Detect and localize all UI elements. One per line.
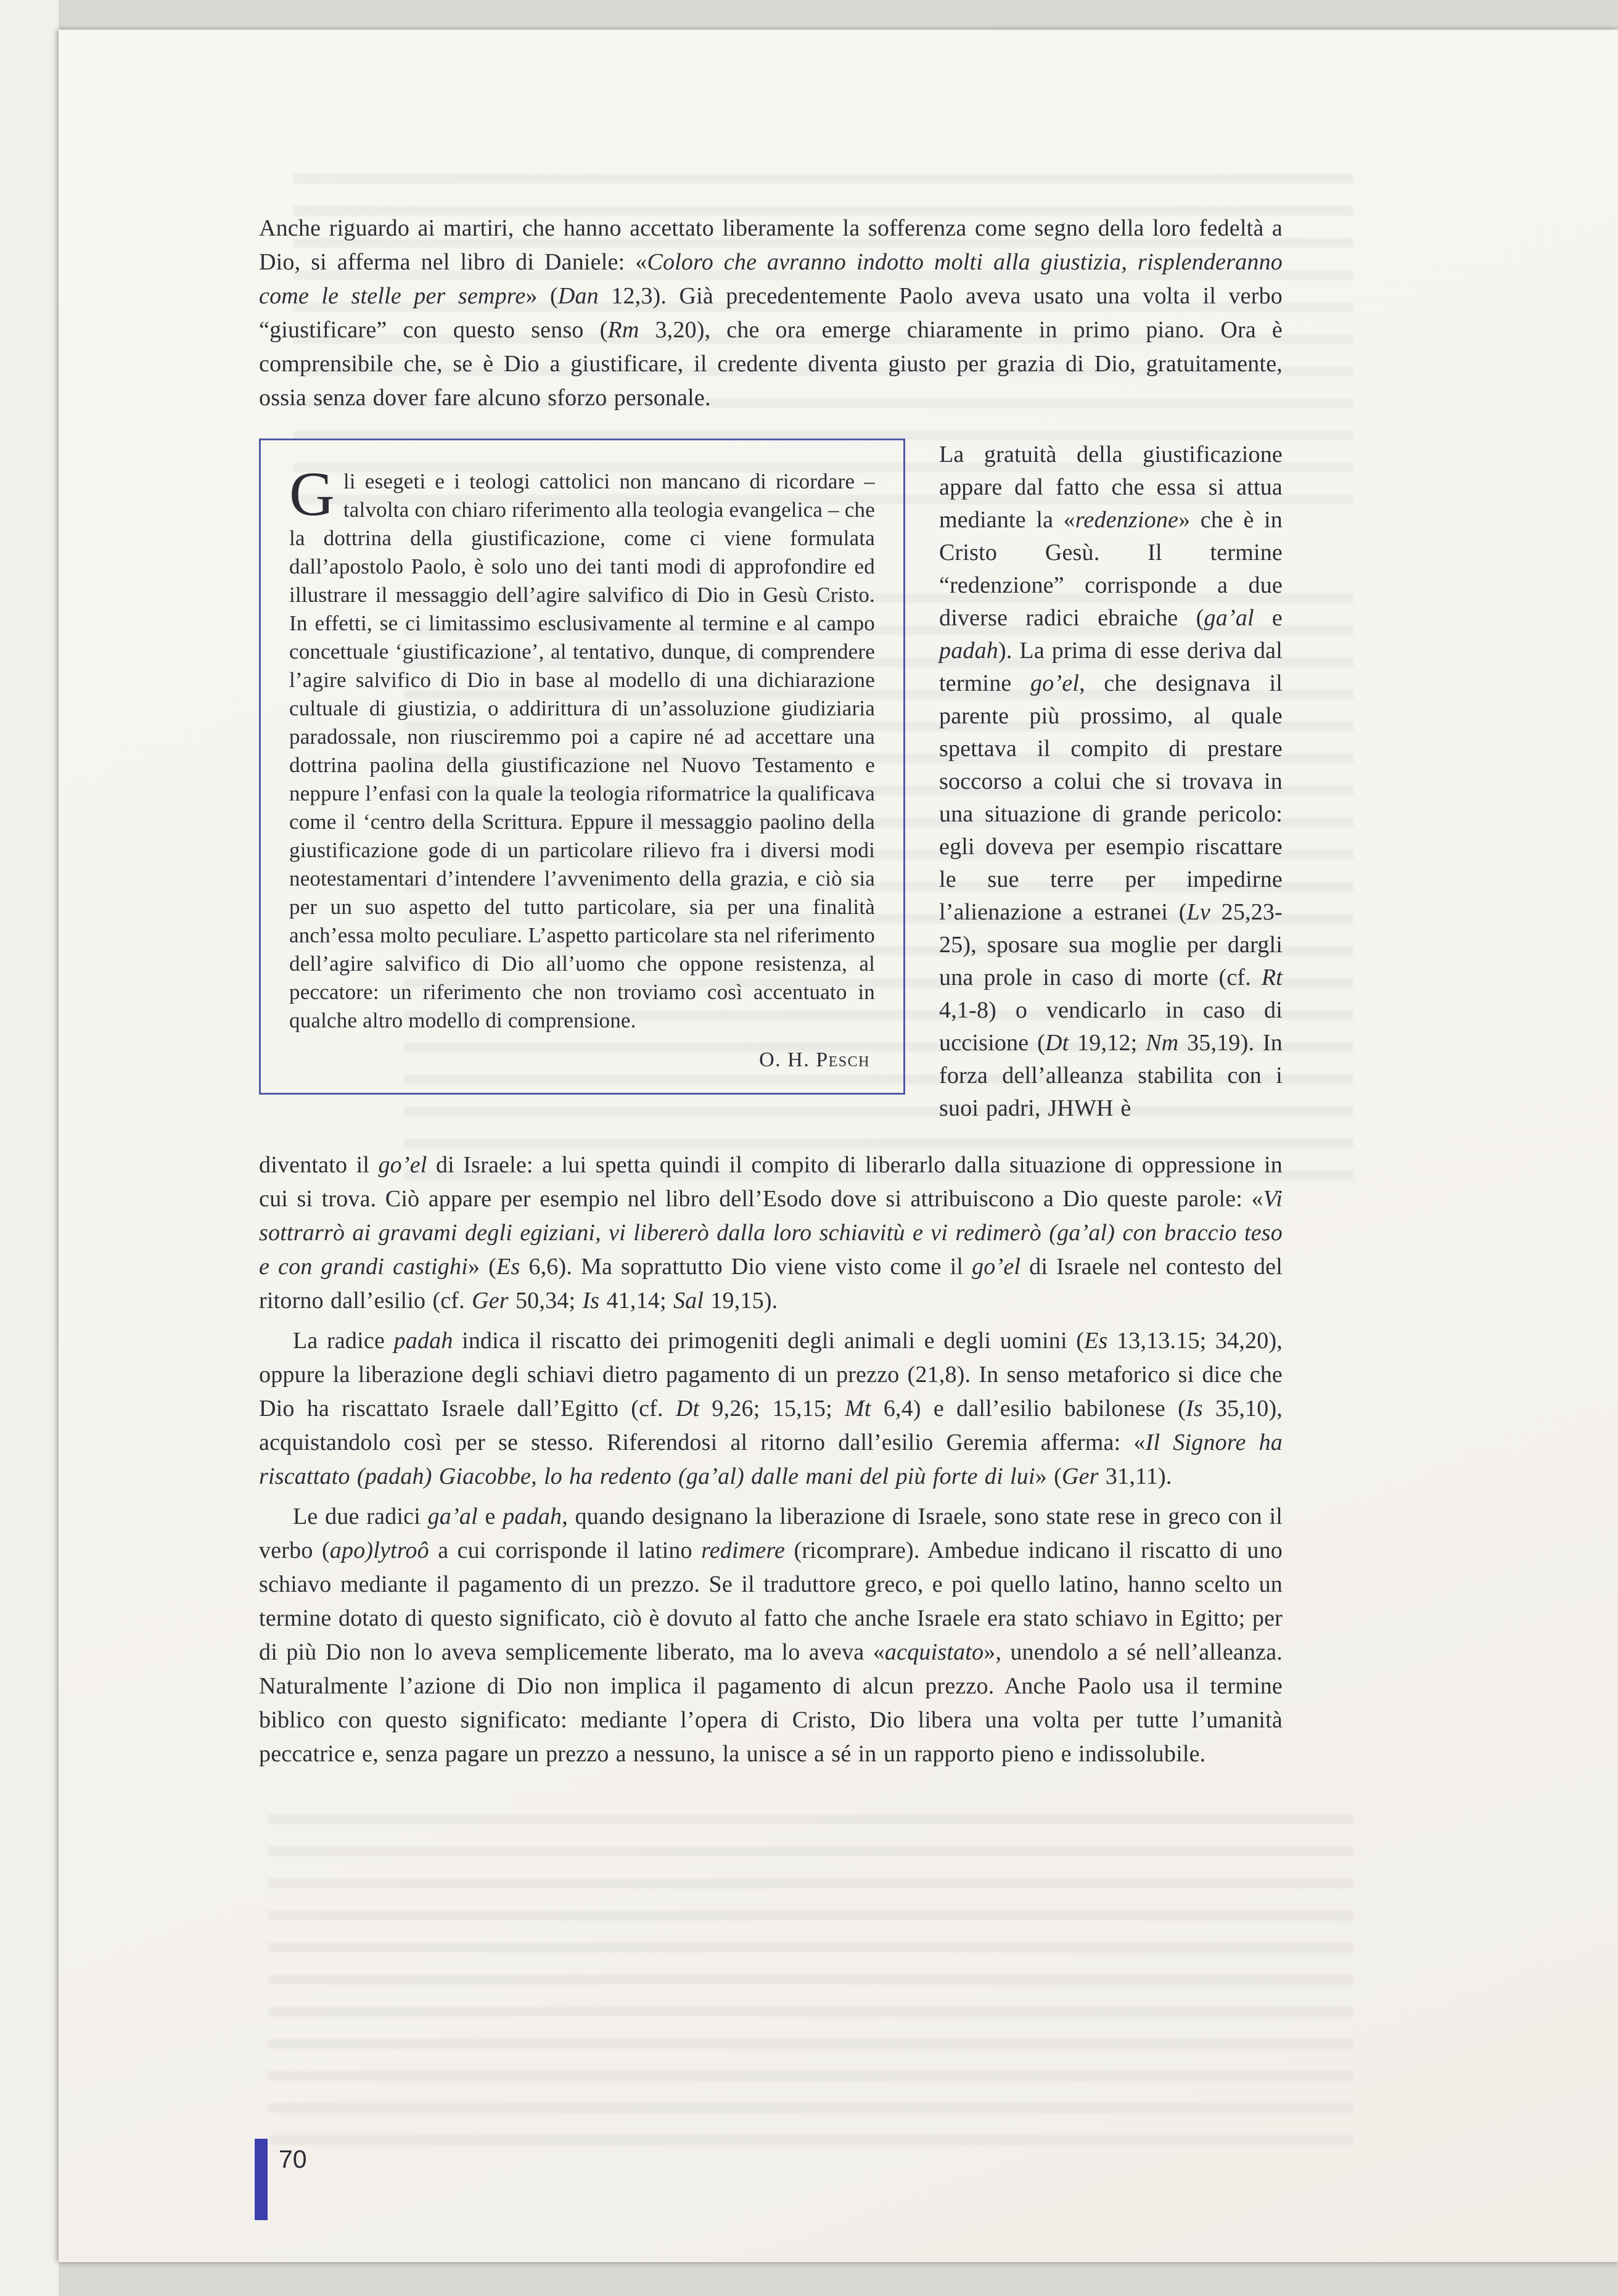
intro-paragraph: Anche riguardo ai martiri, che hanno accettato liberamente la sofferenza come segno della loro fedeltà a Dio, si afferma nel libro di Daniele: «Coloro che avranno indotto molti alla giustizia, risplenderanno come le stelle per sempre» (Dan 12,3). Già precedentemente Paolo aveva usato una volta il verbo “giustificare” con questo senso (Rm 3,20), che ora emerge chiaramente in primo piano. Ora è comprensibile che, se è Dio a giustificare, il credente diventa giusto per grazia di Dio, gratuitamente, ossia senza dover fare alcuno sforzo personale.: [259, 215, 1283, 411]
two-column-section: [259, 438, 1283, 1125]
quote-box: [259, 438, 905, 1095]
page-content: [259, 212, 1283, 1771]
scanner-margin: [0, 0, 59, 2296]
body-paragraph: diventato il go’el di Israele: a lui spetta quindi il compito di liberarlo dalla situazione di oppressione in cui si trova. Ciò appare per esempio nel libro dell’Esodo dove si attribuiscono a Dio queste parole: «Vi sottrarrò ai gravami degli egiziani, vi libererò dalla loro schiavitù e vi redimerò (ga’al) con braccio teso e con grandi castighi» (Es 6,6). Ma soprattutto Dio viene visto come il go’el di Israele nel contesto del ritorno dall’esilio (cf. Ger 50,34; Is 41,14; Sal 19,15).: [259, 1152, 1283, 1314]
quote-body: li esegeti e i teologi cattolici non mancano di ricordare – talvolta con chiaro riferimento alla teologia evangelica – che la dottrina della giustificazione, come ci viene formulata dall’apostolo Paolo, è solo uno dei tanti modi di approfondire ed illustrare il messaggio dell’agire salvifico di Dio in Gesù Cristo. In effetti, se ci limitassimo esclusivamente al termine e al campo concettuale ‘giustificazione’, al tentativo, dunque, di comprendere l’agire salvifico di Dio in base al modello di una dichiarazione cultuale di giustizia, o addirittura di un’assoluzione giudiziaria paradossale, non riusciremmo poi a capire né ad accettare una dottrina paolina della giustificazione nel Nuovo Testamento e neppure l’enfasi con la quale la teologia riformatrice la qualificava come il ‘centro della Scrittura. Eppure il messaggio paolino della giustificazione gode di un particolare rilievo fra i diversi modi neotestamentari d’intendere l’avvenimento della grazia, e ciò sia per un suo aspetto del tutto particolare, sia per una finalità anch’essa molto peculiare. L’aspetto particolare sta nel riferimento dell’agire salvifico di Dio all’uomo che oppone resistenza, al peccatore: un riferimento che non troviamo così accentuato in qualche altro modello di comprensione.: [289, 469, 875, 1032]
book-page: [59, 30, 1618, 2262]
quote-attribution: O. H. Pesch: [759, 1048, 870, 1071]
body-paragraph: La radice padah indica il riscatto dei primogeniti degli animali e degli uomini (Es 13,13.15; 34,20), oppure la liberazione degli schiavi dietro pagamento di un prezzo (21,8). In senso metaforico si dice che Dio ha riscattato Israele dall’Egitto (cf. Dt 9,26; 15,15; Mt 6,4) e dall’esilio babilonese (Is 35,10), acquistandolo così per se stesso. Riferendosi al ritorno dall’esilio Geremia afferma: «Il Signore ha riscattato (padah) Giacobbe, lo ha redento (ga’al) dalle mani del più forte di lui» (Ger 31,11).: [259, 1328, 1283, 1489]
quote-drop-cap: G: [289, 459, 335, 529]
quote-text: [289, 459, 875, 1035]
page-number: 70: [279, 2145, 307, 2173]
page-number-bar: [255, 2139, 268, 2220]
right-column-paragraph: La gratuità della giustificazione appare dal fatto che essa si attua mediante la «redenzione» che è in Cristo Gesù. Il termine “redenzione” corrisponde a due diverse radici ebraiche (ga’al e padah). La prima di esse deriva dal termine go’el, che designava il parente più prossimo, al quale spettava il compito di prestare soccorso a colui che si trovava in una situazione di grande pericolo: egli doveva per esempio riscattare le sue terre per impedirne l’alienazione a estranei (Lv 25,23-25), sposare sua moglie per dargli una prole in caso di morte (cf. Rt 4,1-8) o vendicarlo in caso di uccisione (Dt 19,12; Nm 35,19). In forza dell’alleanza stabilita con i suoi padri, JHWH è: [939, 442, 1283, 1121]
bleedthrough-ghost: [268, 1806, 1353, 2151]
body-paragraph: Le due radici ga’al e padah, quando designano la liberazione di Israele, sono state rese in greco con il verbo (apo)lytroô a cui corrisponde il latino redimere (ricomprare). Ambedue indicano il riscatto di uno schiavo mediante il pagamento di un prezzo. Se il traduttore greco, e poi quello latino, hanno scelto un termine dotato di questo significato, ciò è dovuto al fatto che anche Israele era stato schiavo in Egitto; per di più Dio non lo aveva semplicemente liberato, ma lo aveva «acquistato», unendolo a sé nell’alleanza. Naturalmente l’azione di Dio non implica il pagamento di alcun prezzo. Anche Paolo usa il termine biblico con questo significato: mediante l’opera di Cristo, Dio libera una volta per tutte l’umanità peccatrice e, senza pagare un prezzo a nessuno, la unisce a sé in un rapporto pieno e indissolubile.: [259, 1504, 1283, 1767]
page-footer: [255, 2139, 307, 2220]
